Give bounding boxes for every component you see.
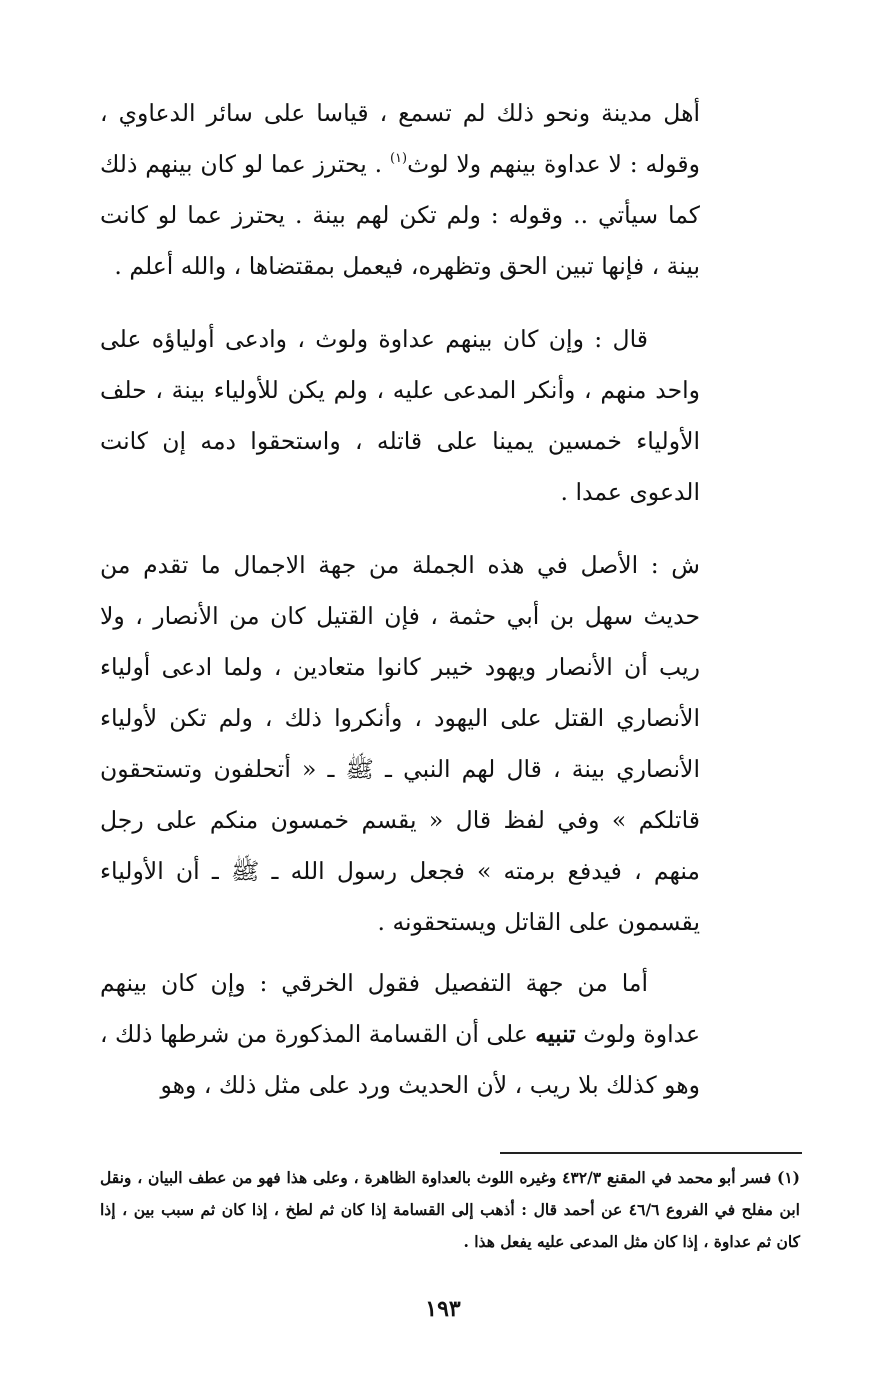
- footnote: (١) فسر أبو محمد في المقنع ٤٣٢/٣ وغيره اللوث بالعداوة الظاهرة ، وعلى هذا فهو من عطف البيان ، ونقل ابن مفلح في الفروع ٤٦/٦ عن أحمد قال : أذهب إلى القسامة إذا كان ثم لطخ ، إذا كان ثم سبب بين ، إذا كان ثم عداوة ، إذا كان مثل المدعى عليه يفعل هذا .: [100, 1168, 800, 1251]
- footnote-reference: (١): [389, 151, 408, 166]
- paragraph-4: [100, 958, 700, 1111]
- paragraph-1-text-a: أهل مدينة ونحو ذلك لم تسمع ، قياسا على سائر الدعاوي ، وقوله : لا عداوة بينهم ولا لوث: [100, 99, 700, 178]
- paragraph-1-text-b: . يحترز عما لو كان بينهم ذلك كما سيأتي .. وقوله : ولم تكن لهم بينة . يحترز عما لو كانت بينة ، فإنها تبين الحق وتظهره، فيعمل بمقتضاها ، والله أعلم .: [100, 150, 700, 280]
- paragraph-2: [100, 314, 700, 518]
- page-number: ١٩٣: [425, 1296, 461, 1322]
- paragraph-4-bold-word: تنبيه: [535, 1020, 576, 1048]
- paragraph-3-text: ش : الأصل في هذه الجملة من جهة الاجمال ما تقدم من حديث سهل بن أبي حثمة ، فإن القتيل كان من الأنصار ، ولا ريب أن الأنصار ويهود خيبر كانوا متعادين ، ولما ادعى أولياء الأنصاري القتل على اليهود ، وأنكروا ذلك ، ولم تكن لأولياء الأنصاري بينة ، قال لهم النبي ـ ﷺ ـ « أتحلفون وتستحقون قاتلكم » وفي لفظ قال « يقسم خمسون منكم على رجل منهم ، فيدفع برمته » فجعل رسول الله ـ ﷺ ـ أن الأولياء يقسمون على القاتل ويستحقونه .: [100, 551, 700, 936]
- footnote-divider: [500, 1152, 802, 1154]
- paragraph-4-text-a: أما من جهة التفصيل فقول الخرقي : وإن كان بينهم عداوة ولوث: [100, 969, 700, 1048]
- main-text: [100, 88, 700, 1111]
- paragraph-4-text-b: على أن القسامة المذكورة من شرطها ذلك ، وهو كذلك بلا ريب ، لأن الحديث ورد على مثل ذلك ، وهو: [100, 1020, 700, 1099]
- paragraph-1: [100, 88, 700, 292]
- paragraph-2-text: قال : وإن كان بينهم عداوة ولوث ، وادعى أولياؤه على واحد منهم ، وأنكر المدعى عليه ، ولم يكن للأولياء بينة ، حلف الأولياء خمسين يمينا على قاتله ، واستحقوا دمه إن كانت الدعوى عمدا .: [100, 325, 700, 506]
- paragraph-3: [100, 540, 700, 948]
